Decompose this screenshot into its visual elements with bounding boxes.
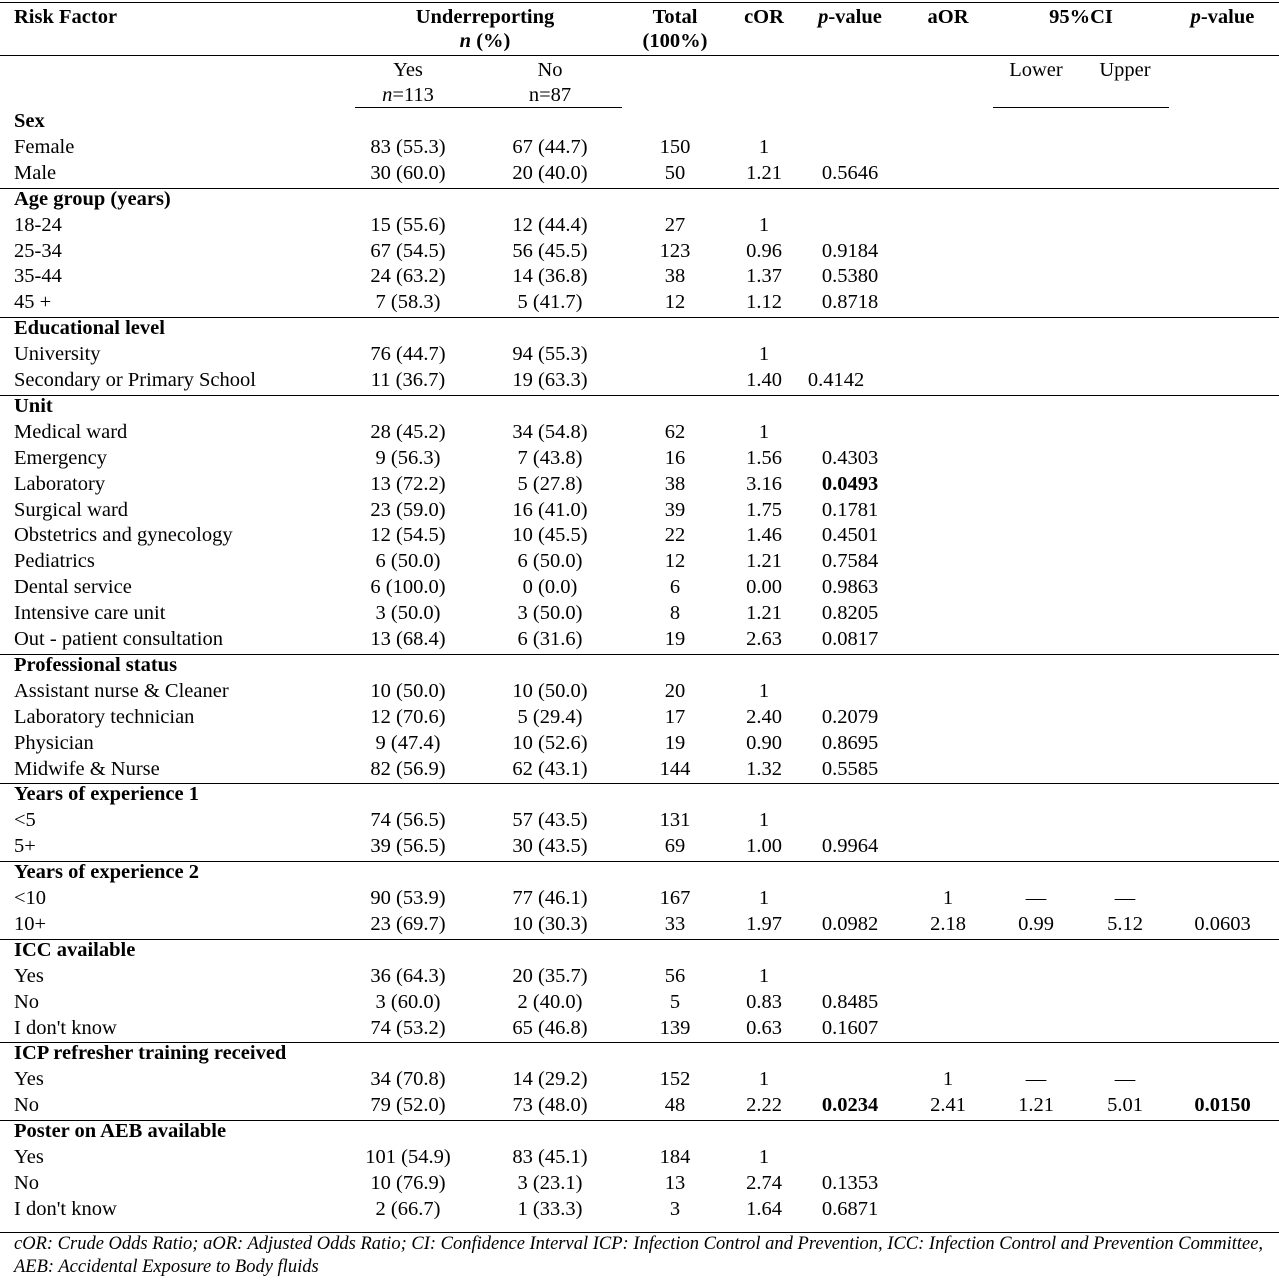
cell-total: 150 bbox=[659, 135, 691, 158]
cell-no: 12 (44.4) bbox=[512, 213, 588, 236]
cell-no: 73 (48.0) bbox=[512, 1094, 588, 1117]
section-divider bbox=[0, 317, 1279, 318]
cell-label: Surgical ward bbox=[14, 498, 129, 521]
cell-cor: 1 bbox=[758, 343, 770, 366]
section-divider bbox=[0, 939, 1279, 940]
cell-yes: 9 (56.3) bbox=[375, 446, 441, 469]
cell-no: 6 (50.0) bbox=[517, 550, 583, 573]
cell-cor: 0.90 bbox=[746, 731, 782, 754]
cell-cor: 0.83 bbox=[746, 990, 782, 1013]
cell-yes: 9 (47.4) bbox=[375, 731, 441, 754]
cell-yes: 90 (53.9) bbox=[370, 887, 446, 909]
ci-underline bbox=[993, 107, 1169, 108]
cell-yes: 3 (60.0) bbox=[375, 990, 441, 1013]
header-p-value-adjusted: p-value bbox=[1190, 6, 1255, 28]
cell-total: 123 bbox=[659, 239, 691, 262]
cell-lower: — bbox=[1025, 1068, 1047, 1091]
cell-total: 3 bbox=[669, 1197, 681, 1220]
cell-upper: 5.01 bbox=[1107, 1094, 1143, 1117]
cell-no: 14 (29.2) bbox=[512, 1068, 588, 1091]
cell-no: 14 (36.8) bbox=[512, 265, 588, 288]
cell-no: 2 (40.0) bbox=[517, 990, 583, 1013]
cell-total: 5 bbox=[669, 990, 681, 1013]
cell-p: 0.6871 bbox=[821, 1197, 879, 1220]
cell-label: Intensive care unit bbox=[14, 602, 166, 625]
header-95ci: 95%CI bbox=[1049, 6, 1113, 28]
cell-label: No bbox=[14, 990, 40, 1013]
cell-p: 0.8695 bbox=[821, 731, 879, 754]
cell-p: 0.4303 bbox=[821, 446, 879, 469]
cell-label: Laboratory technician bbox=[14, 705, 195, 728]
cell-no: 5 (41.7) bbox=[517, 291, 583, 314]
cell-label: Medical ward bbox=[14, 420, 128, 443]
cell-label: Assistant nurse & Cleaner bbox=[14, 679, 229, 702]
cell-aor: 1 bbox=[942, 1068, 954, 1091]
cell-cor: 1.75 bbox=[746, 498, 782, 521]
cell-no: 94 (55.3) bbox=[512, 343, 588, 366]
section-title: ICC available bbox=[14, 938, 136, 961]
cell-cor: 1.56 bbox=[746, 446, 782, 469]
cell-label: Physician bbox=[14, 731, 94, 754]
cell-total: 22 bbox=[664, 524, 686, 547]
cell-no: 1 (33.3) bbox=[517, 1197, 583, 1220]
section-title: Sex bbox=[14, 110, 45, 132]
cell-p: 0.1353 bbox=[821, 1171, 879, 1194]
cell-label: Out - patient consultation bbox=[14, 628, 223, 650]
cell-cor: 1.32 bbox=[746, 757, 782, 780]
cell-total: 167 bbox=[659, 887, 691, 909]
cell-yes: 82 (56.9) bbox=[370, 757, 446, 780]
cell-p: 0.9863 bbox=[821, 576, 879, 599]
cell-lower: 1.21 bbox=[1018, 1094, 1054, 1117]
cell-cor: 1 bbox=[758, 135, 770, 158]
cell-total: 144 bbox=[659, 757, 691, 780]
cell-no: 62 (43.1) bbox=[512, 757, 588, 780]
cell-cor: 2.22 bbox=[746, 1094, 782, 1117]
cell-total: 38 bbox=[664, 265, 686, 288]
cell-no: 20 (35.7) bbox=[512, 964, 588, 987]
cell-cor: 1.64 bbox=[746, 1197, 782, 1220]
cell-label: No bbox=[14, 1171, 40, 1194]
cell-no: 30 (43.5) bbox=[512, 835, 588, 858]
cell-cor: 1.21 bbox=[746, 550, 782, 573]
cell-cor: 1.21 bbox=[746, 161, 782, 184]
cell-label: Pediatrics bbox=[14, 550, 95, 573]
cell-p: 0.9184 bbox=[821, 239, 879, 262]
cell-total: 152 bbox=[659, 1068, 691, 1091]
cell-yes: 11 (36.7) bbox=[370, 369, 446, 391]
cell-label: Female bbox=[14, 135, 75, 158]
cell-label: Yes bbox=[14, 1068, 44, 1091]
cell-yes: 7 (58.3) bbox=[375, 291, 441, 314]
section-divider bbox=[0, 654, 1279, 655]
cell-no: 5 (29.4) bbox=[517, 705, 583, 728]
cell-no: 6 (31.6) bbox=[517, 628, 583, 650]
cell-yes: 13 (68.4) bbox=[370, 628, 446, 650]
cell-label: I don't know bbox=[14, 1197, 117, 1220]
cell-cor: 1 bbox=[758, 964, 770, 987]
cell-no: 34 (54.8) bbox=[512, 420, 588, 443]
cell-cor: 1 bbox=[758, 1068, 770, 1091]
subheader-no-n: n=87 bbox=[528, 84, 572, 106]
cell-yes: 13 (72.2) bbox=[370, 472, 446, 495]
cell-total: 12 bbox=[664, 550, 686, 573]
cell-p: 0.5585 bbox=[821, 757, 879, 780]
cell-label: 10+ bbox=[14, 912, 47, 935]
cell-label: 5+ bbox=[14, 835, 36, 858]
cell-cor: 0.96 bbox=[746, 239, 782, 262]
subheader-yes-n: n=113 bbox=[382, 84, 434, 106]
cell-total: 6 bbox=[669, 576, 681, 599]
cell-total: 69 bbox=[664, 835, 686, 858]
cell-p: 0.2079 bbox=[821, 705, 879, 728]
cell-cor: 1.37 bbox=[746, 265, 782, 288]
cell-p: 0.8485 bbox=[821, 990, 879, 1013]
cell-p2: 0.0603 bbox=[1194, 912, 1251, 935]
cell-cor: 2.40 bbox=[746, 705, 782, 728]
cell-total: 33 bbox=[664, 912, 686, 935]
section-title: Age group (years) bbox=[14, 187, 171, 210]
header-underreporting: Underreporting bbox=[415, 6, 555, 28]
cell-lower: — bbox=[1025, 887, 1047, 909]
cell-cor: 1 bbox=[758, 809, 770, 832]
header-aor: aOR bbox=[927, 6, 969, 28]
cell-upper: — bbox=[1114, 1068, 1136, 1091]
header-total-pct: (100%) bbox=[642, 30, 708, 52]
cell-cor: 0.00 bbox=[746, 576, 782, 599]
cell-yes: 39 (56.5) bbox=[370, 835, 446, 858]
cell-total: 12 bbox=[664, 291, 686, 314]
section-title: Poster on AEB available bbox=[14, 1120, 227, 1143]
underreporting-underline bbox=[355, 107, 622, 108]
cell-label: I don't know bbox=[14, 1016, 117, 1039]
cell-label: Yes bbox=[14, 1146, 44, 1168]
cell-label: Dental service bbox=[14, 576, 132, 599]
cell-no: 19 (63.3) bbox=[512, 369, 588, 391]
cell-yes: 12 (54.5) bbox=[370, 524, 446, 547]
cell-total: 62 bbox=[664, 420, 686, 443]
cell-total: 8 bbox=[669, 602, 681, 625]
cell-lower: 0.99 bbox=[1018, 912, 1054, 935]
cell-total: 184 bbox=[659, 1146, 691, 1168]
cell-total: 48 bbox=[664, 1094, 686, 1117]
cell-no: 20 (40.0) bbox=[512, 161, 588, 184]
cell-p: 0.8718 bbox=[821, 291, 879, 314]
cell-total: 19 bbox=[664, 628, 686, 650]
cell-aor: 1 bbox=[942, 887, 954, 909]
cell-p: 0.0817 bbox=[821, 628, 879, 650]
subheader-yes: Yes bbox=[393, 59, 423, 81]
cell-total: 38 bbox=[664, 472, 686, 495]
cell-no: 10 (52.6) bbox=[512, 731, 588, 754]
subheader-no: No bbox=[537, 59, 563, 81]
cell-p: 0.1607 bbox=[821, 1016, 879, 1039]
cell-total: 17 bbox=[664, 705, 686, 728]
cell-label: Male bbox=[14, 161, 57, 184]
cell-cor: 1.12 bbox=[746, 291, 782, 314]
cell-yes: 101 (54.9) bbox=[365, 1146, 451, 1168]
cell-yes: 74 (56.5) bbox=[370, 809, 446, 832]
cell-yes: 67 (54.5) bbox=[370, 239, 446, 262]
cell-cor: 2.63 bbox=[746, 628, 782, 650]
cell-label: <5 bbox=[14, 809, 36, 832]
cell-yes: 23 (69.7) bbox=[370, 912, 446, 935]
cell-yes: 10 (50.0) bbox=[370, 679, 446, 702]
cell-upper: 5.12 bbox=[1107, 912, 1143, 935]
cell-yes: 10 (76.9) bbox=[370, 1171, 446, 1194]
cell-yes: 30 (60.0) bbox=[370, 161, 446, 184]
cell-yes: 24 (63.2) bbox=[370, 265, 446, 288]
cell-p: 0.0493 bbox=[821, 472, 879, 495]
cell-no: 0 (0.0) bbox=[522, 576, 578, 599]
section-title: Professional status bbox=[14, 653, 178, 676]
header-total: Total bbox=[652, 6, 698, 28]
cell-total: 27 bbox=[664, 213, 686, 236]
cell-total: 39 bbox=[664, 498, 686, 521]
cell-no: 77 (46.1) bbox=[512, 887, 588, 909]
section-title: Educational level bbox=[14, 317, 165, 340]
cell-no: 5 (27.8) bbox=[517, 472, 583, 495]
cell-p: 0.9964 bbox=[821, 835, 879, 858]
cell-no: 10 (50.0) bbox=[512, 679, 588, 702]
cell-label: Midwife & Nurse bbox=[14, 757, 160, 780]
cell-no: 56 (45.5) bbox=[512, 239, 588, 262]
cell-total: 139 bbox=[659, 1016, 691, 1039]
cell-label: 35-44 bbox=[14, 265, 62, 288]
cell-upper: — bbox=[1114, 887, 1136, 909]
cell-total: 131 bbox=[659, 809, 691, 832]
top-rule bbox=[0, 2, 1279, 3]
cell-cor: 1.00 bbox=[746, 835, 782, 858]
cell-no: 3 (23.1) bbox=[517, 1171, 583, 1194]
section-divider bbox=[0, 188, 1279, 189]
cell-label: 45 + bbox=[14, 291, 52, 314]
cell-aor: 2.18 bbox=[930, 912, 966, 935]
header-rule bbox=[0, 55, 1279, 56]
cell-no: 65 (46.8) bbox=[512, 1016, 588, 1039]
cell-label: Laboratory bbox=[14, 472, 106, 495]
cell-no: 7 (43.8) bbox=[517, 446, 583, 469]
header-cor: cOR bbox=[744, 6, 784, 28]
cell-cor: 1 bbox=[758, 887, 770, 909]
cell-yes: 28 (45.2) bbox=[370, 420, 446, 443]
cell-label: <10 bbox=[14, 887, 47, 909]
cell-total: 16 bbox=[664, 446, 686, 469]
cell-yes: 2 (66.7) bbox=[375, 1197, 441, 1220]
cell-p: 0.5646 bbox=[821, 161, 879, 184]
cell-yes: 76 (44.7) bbox=[370, 343, 446, 366]
cell-yes: 23 (59.0) bbox=[370, 498, 446, 521]
cell-label: University bbox=[14, 343, 101, 366]
cell-p: 0.7584 bbox=[821, 550, 879, 573]
cell-no: 67 (44.7) bbox=[512, 135, 588, 158]
subheader-upper: Upper bbox=[1099, 59, 1151, 81]
cell-label: 25-34 bbox=[14, 239, 62, 262]
cell-p: 0.4142 bbox=[807, 369, 865, 391]
cell-no: 57 (43.5) bbox=[512, 809, 588, 832]
section-title: ICP refresher training received bbox=[14, 1042, 287, 1065]
cell-p2: 0.0150 bbox=[1194, 1094, 1251, 1117]
cell-cor: 1 bbox=[758, 679, 770, 702]
cell-total: 20 bbox=[664, 679, 686, 702]
cell-total: 19 bbox=[664, 731, 686, 754]
subheader-lower: Lower bbox=[1009, 59, 1063, 81]
cell-label: Emergency bbox=[14, 446, 107, 469]
cell-cor: 1.97 bbox=[746, 912, 782, 935]
cell-p: 0.8205 bbox=[821, 602, 879, 625]
section-title: Years of experience 2 bbox=[14, 861, 200, 884]
section-title: Unit bbox=[14, 394, 53, 417]
cell-yes: 83 (55.3) bbox=[370, 135, 446, 158]
cell-p: 0.5380 bbox=[821, 265, 879, 288]
cell-total: 50 bbox=[664, 161, 686, 184]
cell-p: 0.0982 bbox=[821, 912, 879, 935]
cell-label: Yes bbox=[14, 964, 44, 987]
header-underreporting-unit: n (%) bbox=[459, 30, 511, 52]
cell-no: 3 (50.0) bbox=[517, 602, 583, 625]
cell-p: 0.0234 bbox=[821, 1094, 879, 1117]
cell-yes: 34 (70.8) bbox=[370, 1068, 446, 1091]
cell-yes: 3 (50.0) bbox=[375, 602, 441, 625]
cell-p: 0.4501 bbox=[821, 524, 879, 547]
cell-total: 56 bbox=[664, 964, 686, 987]
table-footnote: cOR: Crude Odds Ratio; aOR: Adjusted Odds Ratio; CI: Confidence Interval ICP: Infection Control and Prevention, ICC: Infection Control and Prevention Committee, AEB: Accidental Exposure to Body fluids bbox=[14, 1234, 1264, 1277]
cell-yes: 12 (70.6) bbox=[370, 705, 446, 728]
cell-cor: 2.74 bbox=[746, 1171, 782, 1194]
cell-yes: 15 (55.6) bbox=[370, 213, 446, 236]
cell-cor: 1 bbox=[758, 1146, 770, 1168]
cell-label: Obstetrics and gynecology bbox=[14, 524, 233, 547]
cell-total: 13 bbox=[664, 1171, 686, 1194]
cell-cor: 0.63 bbox=[746, 1016, 782, 1039]
cell-cor: 1.21 bbox=[746, 602, 782, 625]
cell-no: 16 (41.0) bbox=[512, 498, 588, 521]
section-divider bbox=[0, 395, 1279, 396]
cell-p: 0.1781 bbox=[821, 498, 879, 521]
cell-cor: 3.16 bbox=[746, 472, 782, 495]
header-p-value-crude: p-value bbox=[818, 6, 882, 28]
cell-yes: 74 (53.2) bbox=[370, 1016, 446, 1039]
cell-label: Secondary or Primary School bbox=[14, 369, 256, 391]
cell-no: 10 (30.3) bbox=[512, 912, 588, 935]
cell-yes: 6 (100.0) bbox=[370, 576, 446, 599]
cell-label: 18-24 bbox=[14, 213, 62, 236]
cell-yes: 6 (50.0) bbox=[375, 550, 441, 573]
section-title: Years of experience 1 bbox=[14, 783, 200, 806]
cell-no: 83 (45.1) bbox=[512, 1146, 588, 1168]
cell-yes: 79 (52.0) bbox=[370, 1094, 446, 1117]
cell-label: No bbox=[14, 1094, 40, 1117]
cell-cor: 1 bbox=[758, 420, 770, 443]
cell-yes: 36 (64.3) bbox=[370, 964, 446, 987]
header-risk-factor: Risk Factor bbox=[14, 6, 118, 28]
cell-cor: 1.40 bbox=[746, 369, 782, 391]
cell-cor: 1 bbox=[758, 213, 770, 236]
cell-no: 10 (45.5) bbox=[512, 524, 588, 547]
cell-cor: 1.46 bbox=[746, 524, 782, 547]
cell-aor: 2.41 bbox=[930, 1094, 966, 1117]
